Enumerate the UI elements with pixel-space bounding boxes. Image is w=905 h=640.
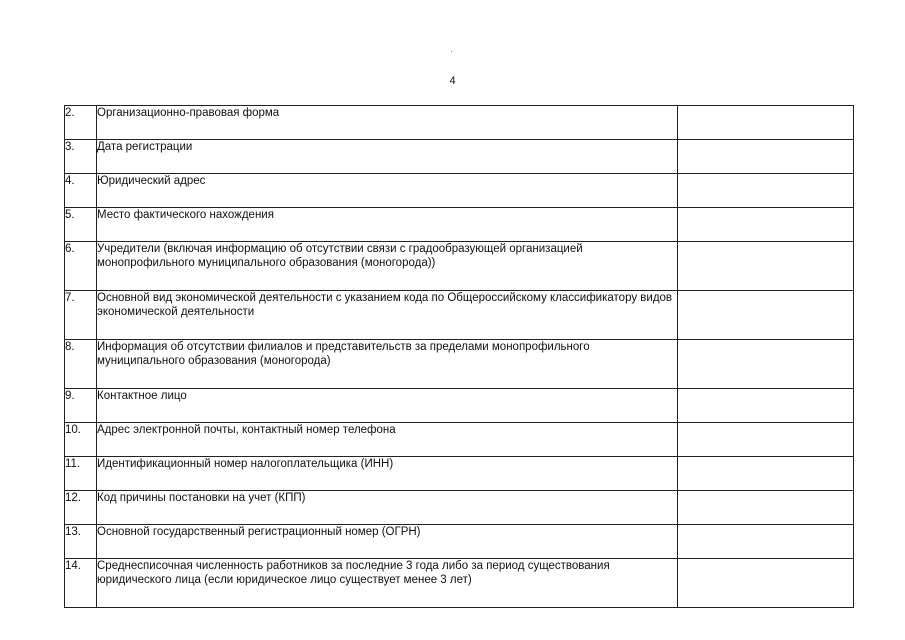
scan-speck <box>451 51 452 52</box>
row-label: Основной государственный регистрационный номер (ОГРН) <box>97 525 678 559</box>
value-cell[interactable] <box>678 106 854 140</box>
value-cell[interactable] <box>678 423 854 457</box>
value-cell[interactable] <box>678 491 854 525</box>
value-cell[interactable] <box>678 389 854 423</box>
row-label: Организационно-правовая форма <box>97 106 678 140</box>
value-cell[interactable] <box>678 457 854 491</box>
row-number: 4. <box>65 174 97 208</box>
value-cell[interactable] <box>678 242 854 291</box>
table-row-registration-date <box>65 140 854 174</box>
row-number: 10. <box>65 423 97 457</box>
table-row-founders <box>65 242 854 291</box>
row-label: Дата регистрации <box>97 140 678 174</box>
row-label: Среднесписочная численность работников за последние 3 года либо за период существования юридического лица (если юридическое лицо существует менее 3 лет) <box>97 559 678 608</box>
row-number: 12. <box>65 491 97 525</box>
table-row-main-activity <box>65 291 854 340</box>
company-info-table <box>64 105 854 608</box>
table-row-organizational-form <box>65 106 854 140</box>
table-row-average-headcount <box>65 559 854 608</box>
value-cell[interactable] <box>678 340 854 389</box>
row-label: Информация об отсутствии филиалов и представительств за пределами монопрофильного муниципального образования (моногорода) <box>97 340 678 389</box>
row-label: Учредители (включая информацию об отсутствии связи с градообразующей организацией монопрофильного муниципального образования (моногорода)) <box>97 242 678 291</box>
row-label: Контактное лицо <box>97 389 678 423</box>
table-row-ogrn <box>65 525 854 559</box>
table-row-no-branches <box>65 340 854 389</box>
row-number: 8. <box>65 340 97 389</box>
row-label: Идентификационный номер налогоплательщика (ИНН) <box>97 457 678 491</box>
row-number: 11. <box>65 457 97 491</box>
row-label: Место фактического нахождения <box>97 208 678 242</box>
value-cell[interactable] <box>678 525 854 559</box>
row-number: 7. <box>65 291 97 340</box>
table-row-inn <box>65 457 854 491</box>
table-row-actual-location <box>65 208 854 242</box>
row-number: 2. <box>65 106 97 140</box>
table-row-contact-person <box>65 389 854 423</box>
row-number: 3. <box>65 140 97 174</box>
page-number: 4 <box>449 75 456 87</box>
row-number: 14. <box>65 559 97 608</box>
value-cell[interactable] <box>678 559 854 608</box>
table-row-email-phone <box>65 423 854 457</box>
row-number: 5. <box>65 208 97 242</box>
table-row-legal-address <box>65 174 854 208</box>
row-label: Адрес электронной почты, контактный номер телефона <box>97 423 678 457</box>
row-label: Основной вид экономической деятельности с указанием кода по Общероссийскому классификатору видов экономической деятельности <box>97 291 678 340</box>
row-number: 6. <box>65 242 97 291</box>
row-number: 9. <box>65 389 97 423</box>
row-label: Юридический адрес <box>97 174 678 208</box>
table-row-kpp <box>65 491 854 525</box>
value-cell[interactable] <box>678 174 854 208</box>
row-number: 13. <box>65 525 97 559</box>
value-cell[interactable] <box>678 208 854 242</box>
row-label: Код причины постановки на учет (КПП) <box>97 491 678 525</box>
value-cell[interactable] <box>678 291 854 340</box>
value-cell[interactable] <box>678 140 854 174</box>
